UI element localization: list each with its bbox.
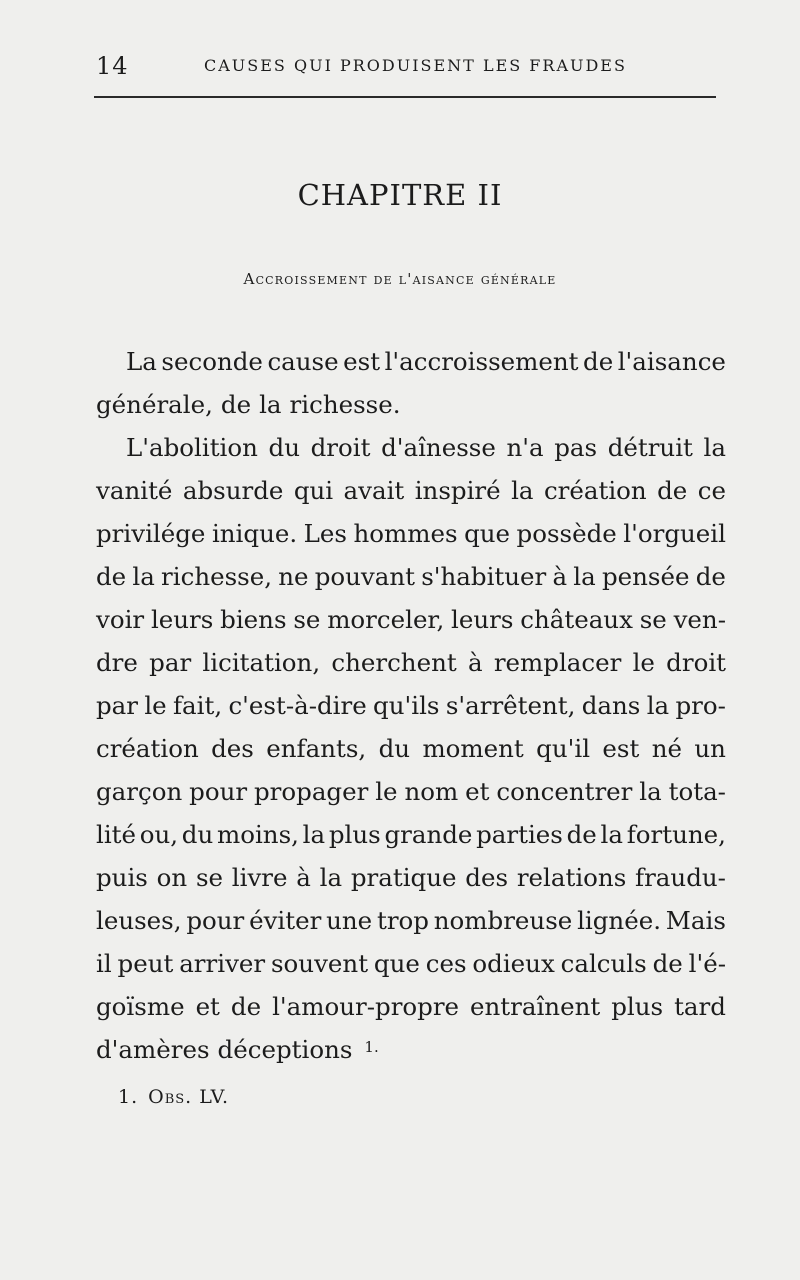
text-line: il peut arriver souvent que ces odieux calculs de l'é-	[96, 949, 726, 978]
text-line: privilége inique. Les hommes que possède l'orgueil	[96, 519, 726, 548]
header-rule	[94, 96, 716, 98]
text-line: puis on se livre à la pratique des relations fraudu-	[96, 863, 726, 892]
page-number: 14	[96, 52, 129, 80]
text-line: voir leurs biens se morceler, leurs châteaux se ven-	[96, 605, 726, 634]
text-line: générale, de la richesse.	[96, 390, 401, 419]
text-line: par le fait, c'est-à-dire qu'ils s'arrêtent, dans la pro-	[96, 691, 726, 720]
text-line: La seconde cause est l'accroissement de l'aisance	[126, 347, 726, 376]
running-title: CAUSES QUI PRODUISENT LES FRAUDES	[204, 56, 627, 75]
footnote	[118, 1086, 229, 1108]
text-line: lité ou, du moins, la plus grande parties de la fortune,	[96, 820, 726, 849]
text-line: vanité absurde qui avait inspiré la création de ce	[96, 476, 726, 505]
footnote-reference: 1.	[364, 1038, 379, 1056]
text-line: dre par licitation, cherchent à remplacer le droit	[96, 648, 726, 677]
text-line: d'amères déceptions 1.	[96, 1028, 726, 1071]
chapter-subtitle: Accroissement de l'aisance générale	[243, 270, 557, 288]
text-line: de la richesse, ne pouvant s'habituer à la pensée de	[96, 562, 726, 591]
text-line: goïsme et de l'amour-propre entraînent plus tard	[96, 992, 726, 1021]
text-line: garçon pour propager le nom et concentrer la tota-	[96, 777, 726, 806]
text-line: création des enfants, du moment qu'il est né un	[96, 734, 726, 763]
body-text	[96, 340, 726, 1071]
running-header	[96, 52, 716, 80]
text-line: L'abolition du droit d'aînesse n'a pas détruit la	[126, 433, 726, 462]
footnote-number: 1.	[118, 1086, 139, 1108]
text-line: leuses, pour éviter une trop nombreuse lignée. Mais	[96, 906, 726, 935]
footnote-source: Obs. LV.	[148, 1086, 230, 1108]
chapter-title: CHAPITRE II	[297, 178, 503, 212]
